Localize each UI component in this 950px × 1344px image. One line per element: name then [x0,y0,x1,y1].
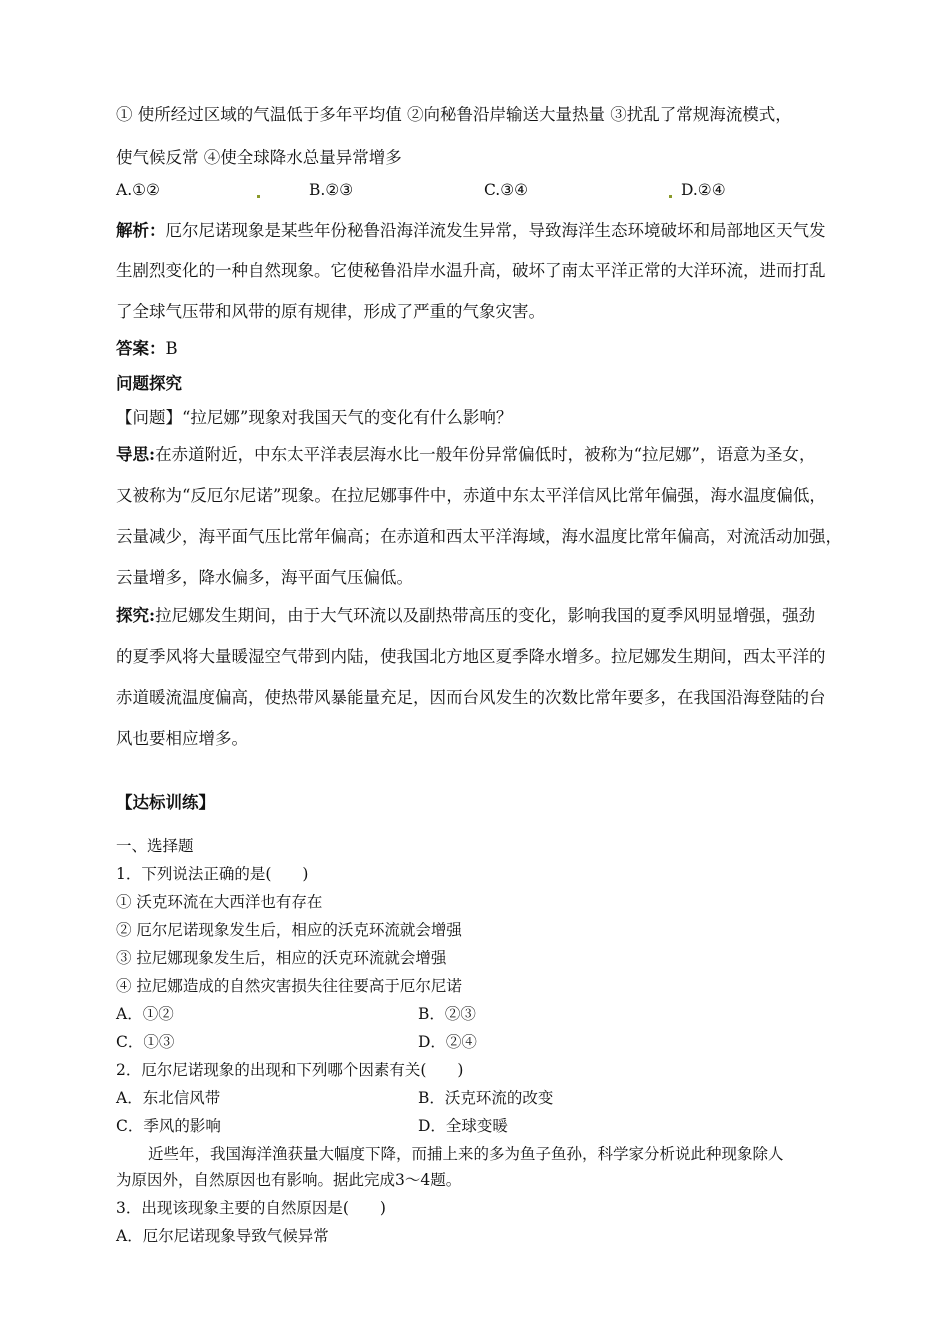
explore-line: 的夏季风将大量暖湿空气带到内陆，使我国北方地区夏季降水增多。拉尼娜发生期间，西太平洋的 [116,647,826,666]
option-b: B．②③ [418,1005,476,1023]
question-1-item: ③ 拉尼娜现象发生后，相应的沃克环流就会增强 [116,949,447,967]
inquiry-heading: 问题探究 [116,374,182,393]
option-c: C.③④ [484,181,529,199]
question-2-stem: 2．厄尔尼诺现象的出现和下列哪个因素有关( ) [116,1061,464,1079]
guide-line: 云量减少，海平面气压比常年偏高；在赤道和西太平洋海域，海水温度比常年偏高，对流活动加强， [116,527,842,546]
inquiry-question: 【问题】“拉尼娜”现象对我国天气的变化有什么影响？ [116,408,513,427]
option-a: A.①② [116,181,160,199]
analysis-line: 解析：厄尔尼诺现象是某些年份秘鲁沿海洋流发生异常，导致海洋生态环境破坏和局部地区天气发 [116,221,826,240]
training-heading: 【达标训练】 [116,793,215,812]
marker-dot [669,195,672,198]
question-stem-line: ① 使所经过区域的气温低于多年平均值 ②向秘鲁沿岸输送大量热量 ③扰乱了常规海流模式， [116,105,792,124]
guide-line: 导思:在赤道附近，中东太平洋表层海水比一般年份异常偏低时，被称为“拉尼娜”，语意为圣女， [116,445,816,464]
passage-line: 近些年，我国海洋渔获量大幅度下降，而捕上来的多为鱼子鱼孙，科学家分析说此种现象除人 [148,1145,784,1163]
explore-line: 风也要相应增多。 [116,729,248,748]
option-d: D．②④ [418,1033,477,1051]
question-1-item: ④ 拉尼娜造成的自然灾害损失往往要高于厄尔尼诺 [116,977,462,995]
question-stem-line: 使气候反常 ④使全球降水总量异常增多 [116,148,402,167]
guide-line: 又被称为“反厄尔尼诺”现象。在拉尼娜事件中，赤道中东太平洋信风比常年偏强，海水温度偏低， [116,486,826,505]
analysis-line: 了全球气压带和风带的原有规律，形成了严重的气象灾害。 [116,302,545,321]
option-a: A．①② [116,1005,174,1023]
option-b: B.②③ [309,181,354,199]
answer-value: B [165,339,178,358]
passage-line: 为原因外，自然原因也有影响。据此完成3～4题。 [116,1171,462,1189]
option-b: B．沃克环流的改变 [418,1089,554,1107]
guide-line: 云量增多，降水偏多，海平面气压偏低。 [116,568,413,587]
section-title: 一、选择题 [116,837,194,855]
option-d: D．全球变暖 [418,1117,508,1135]
option-d: D.②④ [681,181,726,199]
question-1-item: ① 沃克环流在大西洋也有存在 [116,893,323,911]
analysis-line: 生剧烈变化的一种自然现象。它使秘鲁沿岸水温升高，破坏了南太平洋正常的大洋环流，进而打乱 [116,261,826,280]
option-a: A．东北信风带 [116,1089,221,1107]
marker-dot [257,195,260,198]
question-1-item: ② 厄尔尼诺现象发生后，相应的沃克环流就会增强 [116,921,462,939]
analysis-label: 解析： [116,221,166,240]
option-c: C．①③ [116,1033,175,1051]
answer-line [116,335,178,359]
option-c: C．季风的影响 [116,1117,221,1135]
question-1-stem: 1．下列说法正确的是( ) [116,865,309,883]
guide-label: 导思: [116,445,156,464]
explore-label: 探究: [116,606,156,625]
explore-line: 赤道暖流温度偏高，使热带风暴能量充足，因而台风发生的次数比常年要多，在我国沿海登陆的台 [116,688,826,707]
option-a: A．厄尔尼诺现象导致气候异常 [116,1227,329,1245]
explore-line: 探究:拉尼娜发生期间，由于大气环流以及副热带高压的变化，影响我国的夏季风明显增强，强劲 [116,606,816,625]
answer-label: 答案： [116,339,166,358]
question-3-stem: 3．出现该现象主要的自然原因是( ) [116,1199,386,1217]
